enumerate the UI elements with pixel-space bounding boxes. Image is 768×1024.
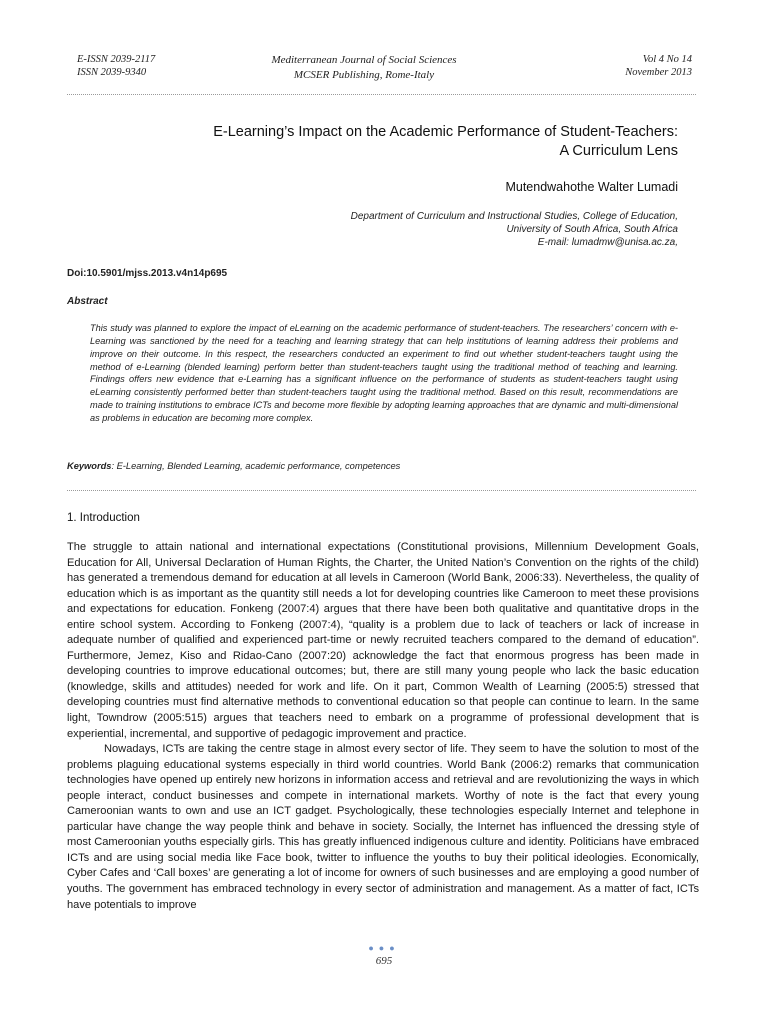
abstract-heading: Abstract <box>67 296 108 307</box>
journal-name-block <box>0 53 728 83</box>
volume-block <box>625 53 692 79</box>
keywords-line <box>67 461 400 471</box>
issue-date: November 2013 <box>625 67 692 78</box>
author-name: Mutendwahothe Walter Lumadi <box>505 180 678 194</box>
abstract-text: This study was planned to explore the impact of eLearning on the academic performance of student-teachers. The researchers’ concern with e-Learning was sanctioned by the need for a teaching and learning strategy that can help institutions of learning address their problems and improve on their outcome. In this respect, the researchers conducted an experiment to find out whether student-teachers taught using the method of e-Learning (blended learning) perform better than student-teachers taught using the traditional method of teaching and learning. Findings offers new evidence that e-Learning has a significant influence on the performance of students as student-teachers taught using eLearning consistently performed better than student-teachers taught using the traditional method. Based on this result, recommendations are made to training institutions to embrace ICTs and become more flexible by adopting learning approaches that are dynamic and multi-dimensional as problems in education are becoming more complex. <box>90 323 678 423</box>
page-number: 695 <box>375 955 393 967</box>
keywords-label: Keywords <box>67 461 112 471</box>
title-line-2: A Curriculum Lens <box>559 143 678 159</box>
title-line-1: E-Learning’s Impact on the Academic Performance of Student-Teachers: <box>213 124 678 140</box>
journal-name: Mediterranean Journal of Social Sciences <box>271 54 457 66</box>
paragraph-1: The struggle to attain national and international expectations (Constitutional provisions, Millennium Development Goals, Education for All, Universal Declaration of Human Rights, the Charter, the United Nation’s Convention on the rights of the child) has generated a tremendous demand for education at all levels in Cameroon (World Bank, 2006:33). Nevertheless, the quality of education which is as important as the quantity still needs a lot for developing countries like Cameroon to meet these provisions and expectations for education. Fonkeng (2007:4) argues that there have been both qualitative and quantitative drops in the entire school system. According to Fonkeng (2007:4), “quality is a problem due to lack of teachers or lack of increase in adequate number of qualified and experienced part-time or newly recruited teachers compared to the demand of education”. Furthermore, Jemez, Kiso and Ridao-Cano (2007:20) acknowledge the fact that enormous progress has been made in developing countries to improve educational outcomes; but, there are still many young people who lack the basic education (knowledge, skills and attitudes) needed for work and life. On it part, Common Wealth of Learning (2005:5) stressed that developing countries must find alternative methods to conventional education so that people can continue to learn. In the same light, Towndrow (2005:515) argues that teachers need to embark on a programme of professional development that is experiential, incremental, and supportive of pedagogic improvement and practice. <box>67 541 699 740</box>
section-heading: 1. Introduction <box>67 512 140 524</box>
eissn-text: E-ISSN 2039-2117 <box>77 54 156 65</box>
issn-text: ISSN 2039-9340 <box>77 67 147 78</box>
header-divider <box>67 94 696 95</box>
publisher-name: MCSER Publishing, Rome-Italy <box>293 69 435 81</box>
paper-title <box>78 123 678 161</box>
footer-dots: ●●● <box>368 943 400 953</box>
affiliation-line-1: Department of Curriculum and Instructional Studies, College of Education, <box>350 211 678 222</box>
body-text <box>67 540 699 913</box>
author-email: E-mail: lumadmw@unisa.ac.za, <box>537 237 678 248</box>
volume-text: Vol 4 No 14 <box>642 54 692 65</box>
author-affiliation <box>158 210 678 249</box>
doi-text: Doi:10.5901/mjss.2013.v4n14p695 <box>67 268 228 279</box>
paragraph-2: Nowadays, ICTs are taking the centre stage in almost every sector of life. They seem to have the solution to most of the problems plaguing educational systems especially in third world countries. World Bank (2006:2) remarks that communication technologies have opened up entirely new horizons in information access and retrieval and are revolutionizing the ways in which people interact, conduct businesses and compete in international markets. Worthy of note is the fact that every young Cameroonian wants to own and use an ICT gadget. Psychologically, these technologies especially Internet and telephone in particular have change the way people think and behave in society. Socially, the Internet has influenced the dressing style of most Cameroonian youths especially girls. This has greatly influenced indigenous culture and identity. Politicians have embraced ICTs and are using social media like Face book, twitter to influence the youths to buy their political ideologies. Economically, Cyber Cafes and ‘Call boxes’ are generating a lot of income for owners of such businesses and are employing a good number of youths. The government has embraced technology in every sector of administration and management. As a matter of fact, ICTs have potentials to improve <box>67 743 699 911</box>
keywords-divider <box>67 490 696 491</box>
keywords-list: : E-Learning, Blended Learning, academic performance, competences <box>111 461 401 471</box>
affiliation-line-2: University of South Africa, South Africa <box>506 224 678 235</box>
